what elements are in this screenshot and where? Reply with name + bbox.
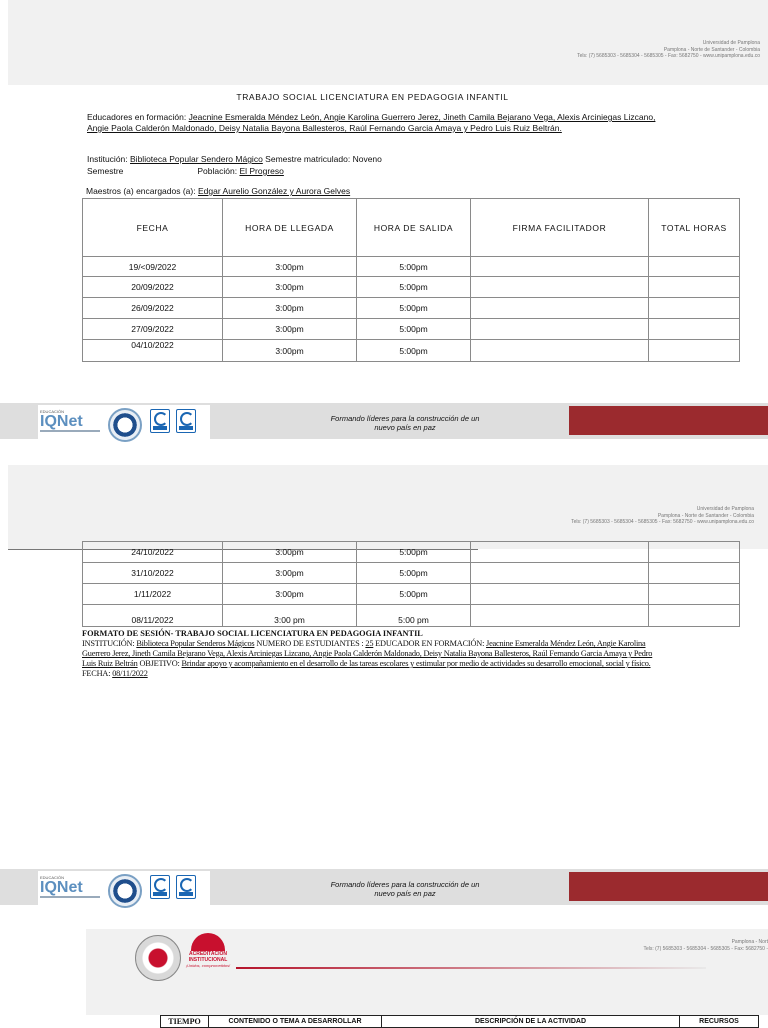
population-value: El Progreso (239, 166, 284, 176)
university-seal-icon (135, 935, 181, 981)
educators-label: Educadores en formación: (87, 112, 187, 122)
teachers-value: Edgar Aurelio González y Aurora Gelves (197, 186, 351, 196)
table-row (83, 277, 740, 298)
footer-logo-panel (38, 871, 210, 905)
cell-arrival: 3:00pm (223, 319, 357, 340)
header-description: DESCRIPCIÓN DE LA ACTIVIDAD (382, 1016, 680, 1028)
cell-date: 24/10/2022 (83, 542, 223, 563)
cell-arrival: 3:00pm (223, 277, 357, 298)
header-line-location: Pamplona - Nort (731, 939, 768, 945)
cell-date: 08/11/2022 (83, 605, 223, 627)
cell-date: 20/09/2022 (83, 277, 223, 298)
population-line (87, 166, 687, 177)
page2-footer (0, 869, 768, 905)
cell-total (649, 605, 740, 627)
cell-departure: 5:00pm (357, 319, 471, 340)
cell-signature (471, 257, 649, 277)
footer-slogan (300, 414, 510, 432)
students-value: 25 (365, 639, 374, 648)
header-university-info (577, 40, 760, 60)
iqnet-logo: EDUCACIÓN IQNet (40, 875, 102, 903)
header-date: FECHA (83, 199, 223, 257)
cell-signature (471, 277, 649, 298)
table-row (83, 298, 740, 319)
table-row (83, 563, 740, 584)
cell-total (649, 584, 740, 605)
table-row (83, 257, 740, 277)
header-line-contact: Tels: (7) 5685303 - 5685304 - 5685305 - Fax: 5682750 - www.unipamplona.edu.co (571, 519, 754, 525)
cell-departure: 5:00pm (357, 298, 471, 319)
header-total-hours: TOTAL HORAS (649, 199, 740, 257)
cell-arrival: 3:00pm (223, 563, 357, 584)
icontec-logo-icon (150, 875, 170, 899)
iqnet-logo: EDUCACIÓN IQNet (40, 409, 102, 437)
cell-arrival: 3:00pm (223, 340, 357, 362)
table-row (83, 542, 740, 563)
slogan-line-2: nuevo país en paz (374, 889, 436, 898)
cell-total (649, 277, 740, 298)
header-line-location: Pamplona - Norte de Santander - Colombia (657, 512, 754, 519)
session-plan-table (160, 1015, 759, 1028)
attendance-table-continued (82, 541, 740, 627)
header-signature: FIRMA FACILITADOR (471, 199, 649, 257)
semester-word: Semestre (87, 166, 124, 176)
teachers-line (86, 186, 686, 197)
table-row (83, 340, 740, 362)
header-departure: HORA DE SALIDA (357, 199, 471, 257)
header-university-info (571, 506, 754, 526)
cell-date: 26/09/2022 (83, 298, 223, 319)
footer-logo-panel (38, 405, 210, 439)
iqnet-text: IQNet (40, 413, 83, 430)
cell-signature (471, 542, 649, 563)
cell-date: 27/09/2022 (83, 319, 223, 340)
cell-signature (471, 319, 649, 340)
cell-arrival: 3:00pm (223, 298, 357, 319)
accreditation-line-1: ACREDITACIÓN (189, 951, 227, 957)
header-line-contact: Tels: (7) 5685303 - 5685304 - 5685305 - Fax: 5682750 - www.unipamplona.edu.co (577, 53, 760, 59)
cell-date: 31/10/2022 (83, 563, 223, 584)
page3-header (86, 929, 768, 1015)
footer-red-bar (569, 406, 768, 435)
cell-date: 19/<09/2022 (83, 257, 223, 277)
cell-total (649, 298, 740, 319)
objective-label: OBJETIVO: (139, 659, 180, 668)
cell-departure: 5:00pm (357, 542, 471, 563)
footer-slogan (300, 880, 510, 898)
header-contact-info (643, 939, 768, 952)
cell-arrival: 3:00pm (223, 542, 357, 563)
cell-departure: 5:00 pm (357, 605, 471, 627)
cell-total (649, 257, 740, 277)
educators-block (87, 112, 662, 134)
teachers-label: Maestros (a) encargados (a): (86, 186, 196, 196)
accreditation-line-2: INSTITUCIONAL (188, 957, 228, 963)
cell-arrival: 3:00pm (223, 257, 357, 277)
format-title: FORMATO DE SESIÓN- TRABAJO SOCIAL LICENCIATURA EN PEDAGOGIA INFANTIL (82, 629, 423, 638)
table-row (83, 584, 740, 605)
slogan-line-1: Formando líderes para la construcción de un (330, 880, 480, 889)
header-content: CONTENIDO O TEMA A DESARROLLAR (209, 1016, 382, 1028)
semester-label: Semestre matriculado: (265, 154, 351, 164)
table-row (83, 605, 740, 627)
cell-total (649, 340, 740, 362)
objective-value: Brindar apoyo y acompañamiento en el desarrollo de las tareas escolares y estimular por medio de actividades su desarrollo emocional, social y físico. (181, 659, 651, 668)
cell-date: 04/10/2022 (83, 340, 223, 362)
educator-label: EDUCADOR EN FORMACIÓN: (375, 639, 485, 648)
slogan-line-2: nuevo país en paz (374, 423, 436, 432)
institution-label: Institución: (87, 154, 128, 164)
cell-arrival: 3:00 pm (223, 605, 357, 627)
date-label: FECHA: (82, 669, 111, 678)
cell-date: 1/11/2022 (83, 584, 223, 605)
cell-signature (471, 605, 649, 627)
session-format-block (82, 629, 662, 679)
header-line-university: Universidad de Pamplona (702, 40, 760, 46)
header-resources: RECURSOS (680, 1016, 759, 1028)
page1-footer (0, 403, 768, 439)
accreditation-logo (184, 933, 232, 987)
slogan-line-1: Formando líderes para la construcción de un (330, 414, 480, 423)
page1-header (8, 0, 768, 85)
header-line-university: Universidad de Pamplona (696, 506, 754, 512)
semester-value: Noveno (352, 154, 382, 164)
footer-red-bar (569, 872, 768, 901)
icontec-logo-2-icon (176, 409, 196, 433)
page2-header (8, 465, 768, 549)
icontec-logo-icon (150, 409, 170, 433)
cell-signature (471, 584, 649, 605)
cell-signature (471, 563, 649, 584)
accreditation-building-icon (191, 933, 225, 951)
cell-signature (471, 298, 649, 319)
cell-departure: 5:00pm (357, 277, 471, 298)
cell-total (649, 319, 740, 340)
date-value: 08/11/2022 (112, 669, 148, 678)
cell-departure: 5:00pm (357, 563, 471, 584)
cell-signature (471, 340, 649, 362)
iqnet-text: IQNet (40, 879, 83, 896)
header-arrival: HORA DE LLEGADA (223, 199, 357, 257)
educator-value: Jeacnine Esmeralda Méndez León, Angie Karolina Guerrero Jerez, Jineth Camila Bejarano Vega, Alexis Arciniegas Lizcano, Angie Paola Calderón Maldonado, Deisy Natalia Bayona Ballesteros, Raúl Fernando Garcia Amaya y Pedro Luis Ruiz Beltrán (82, 639, 653, 668)
header-time: TIEMPO (161, 1016, 209, 1028)
attendance-table (82, 198, 740, 362)
page-title: TRABAJO SOCIAL LICENCIATURA EN PEDAGOGIA INFANTIL (236, 92, 509, 102)
institution-label: INSTITUCIÓN: (82, 639, 135, 648)
cell-departure: 5:00pm (357, 340, 471, 362)
institution-line (87, 154, 687, 165)
certification-seal-icon (108, 408, 142, 442)
header-line-location: Pamplona - Norte de Santander - Colombia (663, 46, 760, 53)
cell-total (649, 563, 740, 584)
cell-arrival: 3:00pm (223, 584, 357, 605)
accreditation-line-3: ¡Unidos, comprometidos! (185, 963, 231, 968)
institution-value: Biblioteca Popular Senderos Mágicos (136, 639, 255, 648)
cell-total (649, 542, 740, 563)
institution-value: Biblioteca Popular Sendero Mágico (130, 154, 263, 164)
cell-departure: 5:00pm (357, 257, 471, 277)
students-label: NUMERO DE ESTUDIANTES : (256, 639, 364, 648)
certification-seal-icon (108, 874, 142, 908)
population-label: Población: (197, 166, 238, 176)
educators-names: Jeacnine Esmeralda Méndez León, Angie Karolina Guerrero Jerez, Jineth Camila Bejarano Vega, Alexis Arciniegas Lizcano, Angie Paola Calderón Maldonado, Deisy Natalia Bayona Ballesteros, Raúl Fernando Garcia Amaya y Pedro Luis Ruiz Beltrán. (87, 112, 656, 133)
icontec-logo-2-icon (176, 875, 196, 899)
table-row (83, 319, 740, 340)
cell-departure: 5:00pm (357, 584, 471, 605)
header-divider (236, 967, 706, 969)
header-line-contact: Tels: (7) 5685303 - 5685304 - 5685305 - Fax: 5682750 - (643, 945, 768, 952)
